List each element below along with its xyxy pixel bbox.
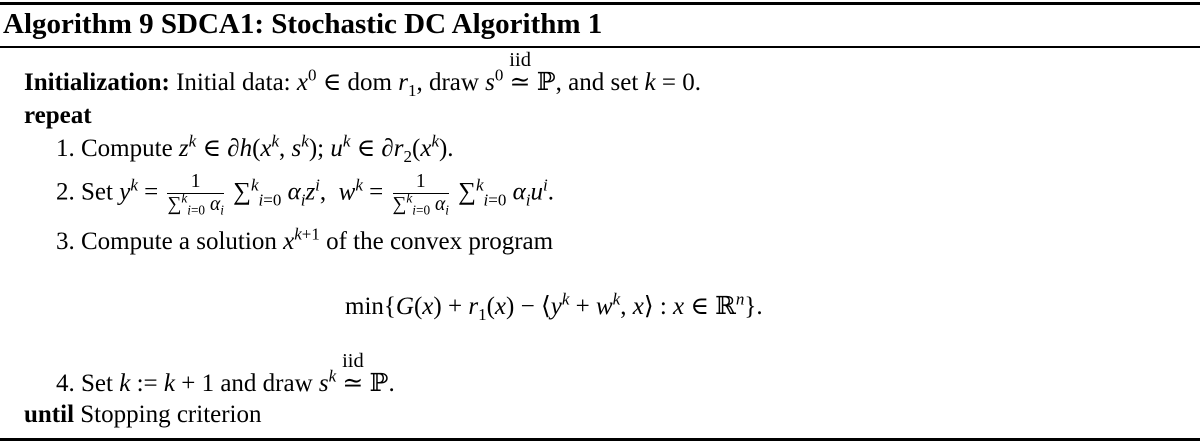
- title-rule: [0, 46, 1200, 48]
- step-1: 1. Compute $z^k$ ∈ $\partial h(x^k$, $s^k$); $u^k$ ∈ $\partial r_2(x^k)$.: [56, 131, 454, 166]
- step-3-text: 3. Compute a solution: [56, 228, 284, 255]
- step-3-suffix: of the convex program: [319, 228, 554, 255]
- iid-relation: iid ≃: [509, 48, 531, 96]
- init-text-c: , and set: [555, 69, 645, 96]
- step-1-prefix: 1. Compute: [56, 135, 179, 162]
- step-2: 2. Set $y^k$ = $\frac{1}{\sum^k_{i=0} \alpha_i}$ ∑$^k_{i=0}$ $\alpha_iz^i$, $w^k$ = $\frac{1}{\sum^k_{i=0} \alpha_i}$ ∑$^k_{i=0}$ $\alpha_iu^i$.: [56, 171, 554, 219]
- until-text: Stopping criterion: [74, 401, 262, 428]
- initialization-line: Initialization: Initial data: $x^0$ ∈ dom $r_1$, draw $s^0$ iid ≃ ℙ, and set k = 0.: [24, 48, 702, 100]
- convex-program-equation: $\min\{G(x) + r_1(x)$ − $⟨y^k + w^k$, x⟩ : x ∈ ℝ$^n$}.: [345, 289, 763, 324]
- algorithm-title: Algorithm 9 SDCA1: Stochastic DC Algorithm 1: [3, 8, 603, 40]
- step-4: 4. Set k := k + 1 and draw $s^k$ iid ≃ ℙ.: [56, 349, 395, 397]
- init-text-b: , draw: [416, 69, 486, 96]
- fraction-w: $\frac{1}{\sum^k_{i=0} \alpha_i}$: [392, 171, 449, 219]
- init-text-a: Initial data:: [176, 69, 297, 96]
- step-4-prefix: 4. Set: [56, 370, 120, 397]
- iid-relation-2: iid ≃: [342, 349, 364, 397]
- bottom-rule: [0, 438, 1200, 441]
- step-3: 3. Compute a solution $x^{k+1}$ of the convex program: [56, 224, 554, 255]
- step-4-mid: and draw: [214, 370, 319, 397]
- until-line: [24, 400, 262, 430]
- until-keyword: until: [24, 401, 75, 428]
- step-2-prefix: 2. Set: [56, 178, 120, 206]
- fraction-y: $\frac{1}{\sum^k_{i=0} \alpha_i}$: [167, 171, 224, 219]
- initialization-label: Initialization:: [24, 69, 170, 96]
- repeat-keyword: repeat: [24, 102, 92, 129]
